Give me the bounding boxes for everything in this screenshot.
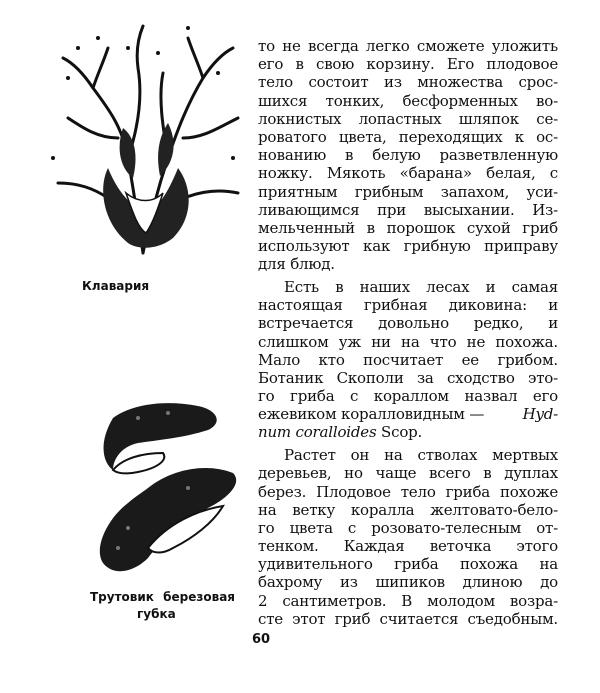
clavaria-illustration (38, 18, 248, 268)
text-line: слишком уж ни на что не похожа. (258, 332, 558, 351)
text-line: встречается довольно редко, и (258, 314, 558, 333)
polypore-caption-line2: губка (137, 607, 176, 621)
paragraph-1 (258, 37, 558, 273)
text-line: используют как грибную приправу (258, 237, 558, 256)
text-line: для блюд. (258, 255, 335, 274)
text-line: роватого цвета, переходящих к ос- (258, 127, 558, 146)
text-line: Растет он на стволах мертвых (284, 446, 558, 465)
text-line: его в свою корзину. Его плодовое (258, 55, 558, 74)
text-line: Мало кто посчитает ее грибом. (258, 350, 558, 369)
text-line (258, 423, 558, 441)
text-line: го цвета с розовато-телесным от- (258, 518, 558, 537)
text-line (258, 405, 558, 423)
page-number: 60 (252, 632, 271, 647)
text-segment: ежевиком коралловидным — (258, 405, 489, 424)
text-line: ножку. Мякоть «барана» белая, с (258, 164, 558, 183)
text-line: берез. Плодовое тело гриба похоже (258, 482, 558, 501)
latin-name-end: num coralloides (258, 423, 377, 442)
latin-name-start: Hyd- (522, 405, 558, 424)
paragraph-2 (258, 278, 558, 442)
text-line: приятным грибным запахом, уси- (258, 182, 558, 201)
text-line: сте этот гриб считается съедобным. (258, 609, 558, 628)
text-line: на ветку коралла желтовато-бело- (258, 500, 558, 519)
text-line: то не всегда легко сможете уложить (258, 37, 558, 55)
clavaria-caption: Клавария (82, 279, 150, 293)
paragraph-3 (258, 446, 558, 628)
polypore-illustration (88, 398, 248, 578)
text-line: бахрому из шипиков длиною до (258, 573, 558, 592)
text-line: мельченный в порошок сухой гриб (258, 218, 558, 237)
text-line: тенком. Каждая веточка этого (258, 537, 558, 556)
text-segment: Scop. (376, 423, 423, 442)
text-line: деревьев, но чаще всего в дуплах (258, 464, 558, 483)
body-text (258, 37, 558, 628)
text-line: ливающимся при высыхании. Из- (258, 200, 558, 219)
text-line: нованию в белую разветвленную (258, 146, 558, 165)
text-line: настоящая грибная диковина: и (258, 296, 558, 315)
text-line: шихся тонких, бесформенных во- (258, 91, 558, 110)
text-line: го гриба с кораллом назвал его (258, 387, 558, 406)
text-line: 2 сантиметров. В молодом возра- (258, 591, 558, 610)
text-line: локнистых лопастных шляпок се- (258, 109, 558, 128)
text-line: удивительного гриба похожа на (258, 555, 558, 574)
text-line: Ботаник Скополи за сходство это- (258, 368, 558, 387)
text-line: тело состоит из множества срос- (258, 73, 558, 92)
text-line: Есть в наших лесах и самая (284, 277, 558, 296)
polypore-caption-line1: Трутовик березовая (90, 590, 235, 604)
